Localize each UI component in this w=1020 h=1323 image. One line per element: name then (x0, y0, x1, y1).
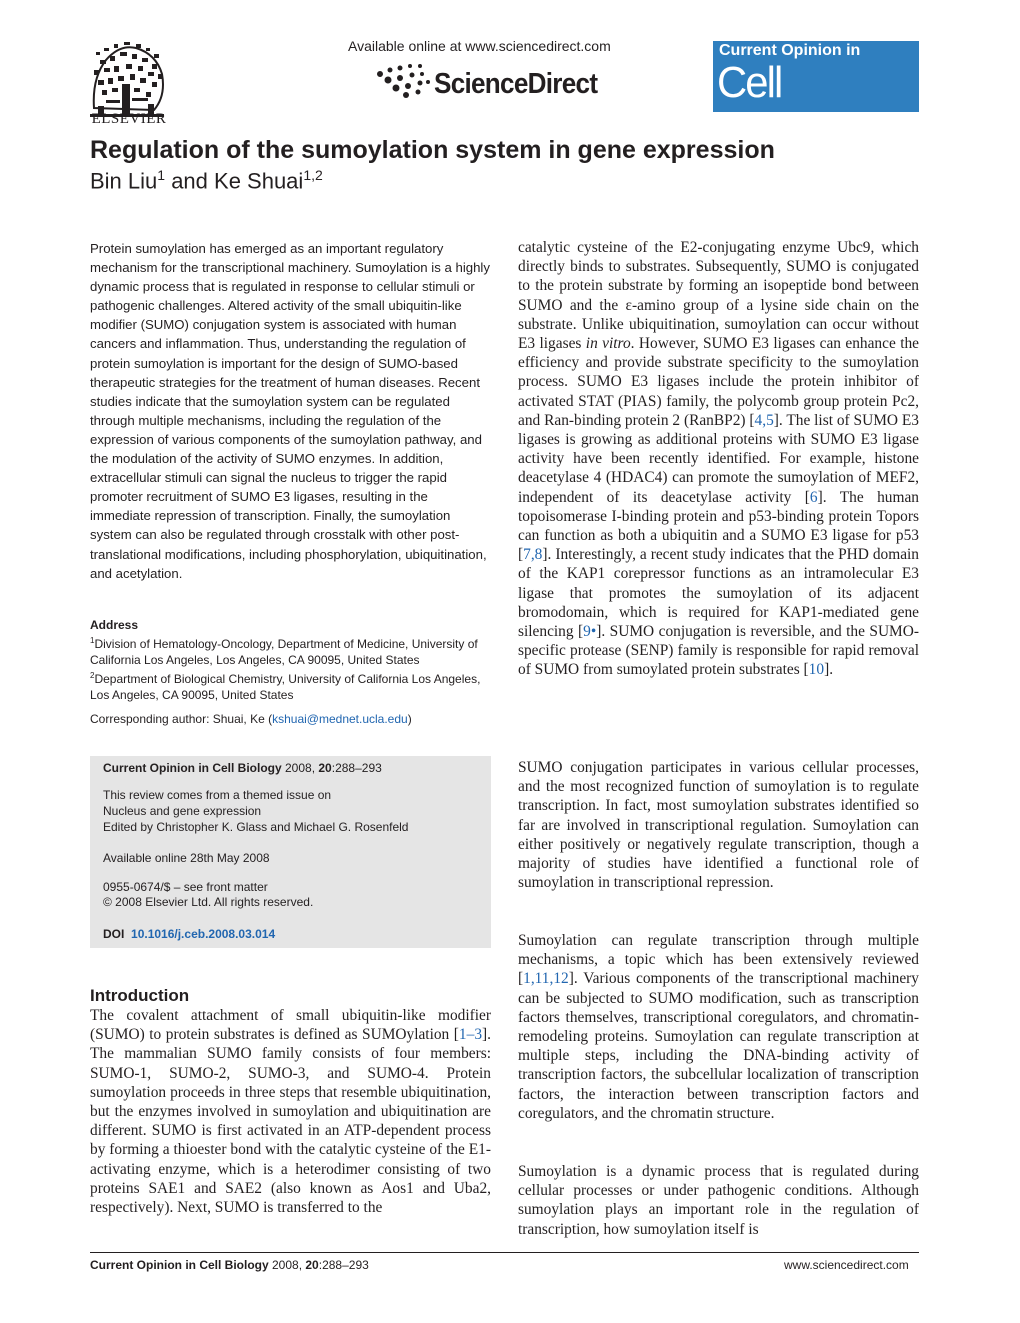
section-heading-introduction: Introduction (90, 986, 190, 1005)
reference-link[interactable]: 1–3 (458, 1026, 483, 1044)
journal-logo-box (713, 41, 919, 157)
journal-logo-line1: Current Opinion in (719, 42, 861, 59)
citation-line: Current Opinion in Cell Biology 2008, 20:288–293 (103, 761, 382, 775)
article-title: Regulation of the sumoylation system in gene expression (90, 136, 775, 164)
affiliation-marker: 1 (157, 167, 166, 183)
author-name: Bin Liu (90, 168, 158, 194)
body-paragraph: Sumoylation is a dynamic process that is regulated during cellular processes or under pathogenic conditions. Although sumoylation plays an important role in the regulation of transcription, how sumoylation itself is (518, 1163, 919, 1238)
affiliation-marker: 1,2 (303, 167, 323, 183)
available-online-date: Available online 28th May 2008 (103, 851, 270, 865)
reference-link[interactable]: 1,11,12 (523, 970, 569, 988)
copyright-line: © 2008 Elsevier Ltd. All rights reserved. (103, 895, 314, 909)
footer-url[interactable]: www.sciencedirect.com (784, 1258, 909, 1272)
reference-link[interactable]: 6 (809, 488, 818, 506)
themed-issue-topic: Nucleus and gene expression (103, 804, 262, 818)
sciencedirect-brand: ScienceDirect (434, 68, 598, 100)
author-separator: and (165, 168, 215, 194)
address-heading: Address (90, 618, 139, 632)
editors-line: Edited by Christopher K. Glass and Michael G. Rosenfeld (103, 820, 409, 834)
article-info-box (90, 756, 491, 948)
address-line: $^1$Division of Hematology-Oncology, Department of Medicine, University of California Los Angeles, Los Angeles, CA 90095, United States (90, 636, 478, 667)
body-paragraph: catalytic cysteine of the E2-conjugating enzyme Ubc9, which directly binds to substrates. Subsequently, SUMO is conjugated to the protein substrate by forming an isopeptide bond between SUMO and the ε-amino group of a lysine side chain on the substrate. Unlike ubiquitination, sumoylation can occur without E3 ligases in vitro. However, SUMO E3 ligases can enhance the efficiency and provide substrate specificity to the sumoylation process. SUMO E3 ligases include the protein inhibitor of activated STAT (PIAS) family, the polycomb group protein Pc2, and Ran-binding protein 2 (RanBP2) [4,5]. The list of SUMO E3 ligases is growing as additional proteins with SUMO E3 ligase activity have been recently identified. For example, histone deacetylase 4 (HDAC4) can promote the sumoylation of MEF2, independent of its deacetylase activity [6]. The human topoisomerase I-binding protein and p53-binding protein Topors can function as both a ubiquitin and a SUMO E3 ligase for p53 [7,8]. Interestingly, a recent study indicates that the PHD domain of the KAP1 corepressor functions as an intramolecular E3 ligase that promotes the sumoylation of its adjacent bromodomain, which is required for KAP1-mediated gene silencing [9•]. SUMO conjugation is reversible, and the SUMO-specific protease (SENP) family is responsible for rapid removal of SUMO from sumoylated protein substrates [10]. (518, 239, 919, 679)
reference-link[interactable]: 4,5 (754, 411, 774, 429)
body-paragraph: SUMO conjugation participates in various cellular processes, and the most recognized function of sumoylation is to regulate transcription. In fact, most sumoylation substrates identified so far are involved in transcriptional regulation. Sumoylation can either positively or negatively regulate transcription, though a majority of studies have identified a functional role of sumoylation in transcriptional repression. (518, 759, 919, 892)
corresponding-author: Corresponding author: Shuai, Ke (kshuai@mednet.ucla.edu) (90, 712, 412, 726)
author-list (90, 167, 323, 194)
introduction-paragraph: The covalent attachment of small ubiquitin-like modifier (SUMO) to protein substrates is defined as SUMOylation [1–3]. The mammalian SUMO family consists of four members: SUMO-1, SUMO-2, SUMO-3, and SUMO-4. Protein sumoylation proceeds in three steps that resemble ubiquitination, but the enzymes involved in sumoylation and ubiquitination are different. SUMO is first activated in an ATP-dependent process by forming a thioester bond with the catalytic cysteine of the E1-activating enzyme, which is a heterodimer consisting of two proteins SAE1 and SAE2 (also known as Aos1 and Uba2, respectively). Next, SUMO is transferred to the (90, 1007, 491, 1217)
doi-line: DOI 10.1016/j.ceb.2008.03.014 (103, 927, 276, 941)
address-line: $^2$Department of Biological Chemistry, University of California Los Angeles, Los Angeles, CA 90095, United States (90, 671, 481, 702)
journal-logo-line2: Cell Biology (717, 58, 841, 157)
affiliation-marker: 2 (90, 671, 95, 680)
publisher-name: ELSEVIER (91, 111, 167, 127)
email-link[interactable]: kshuai@mednet.ucla.edu (272, 712, 408, 726)
doi-link[interactable]: 10.1016/j.ceb.2008.03.014 (131, 927, 276, 941)
affiliation-marker: 1 (90, 636, 95, 645)
available-online-text: Available online at www.sciencedirect.com (348, 38, 611, 54)
body-paragraph: Sumoylation can regulate transcription through multiple mechanisms, a topic which has been extensively reviewed [1,11,12]. Various components of the transcriptional machinery can be subjected to SUMO modification, such as transcription factors themselves, transcriptional coregulators, and chromatin-remodeling proteins. Sumoylation can regulate transcription at multiple steps, including the DNA-binding activity of transcription factors, the subcellular localization of transcription factors, the interaction between transcription factors and coregulators, and the chromatin structure. (518, 932, 919, 1122)
author-name: Ke Shuai (214, 168, 304, 194)
address-block (90, 633, 494, 703)
issn-line: 0955-0674/$ – see front matter (103, 880, 268, 894)
themed-issue-line: This review comes from a themed issue on (103, 788, 332, 802)
footer-citation: Current Opinion in Cell Biology 2008, 20:288–293 (90, 1258, 369, 1272)
abstract-text: Protein sumoylation has emerged as an important regulatory mechanism for the transcriptional machinery. Sumoylation is a highly dynamic process that is regulated in response to cellular stimuli or pathogenic challenges. Altered activity of the small ubiquitin-like modifier (SUMO) conjugation system is associated with human cancers and inflammation. Thus, understanding the regulation of protein sumoylation is important for the design of SUMO-based therapeutic strategies for the treatment of human diseases. Recent studies indicate that the sumoylation system can be regulated through multiple mechanisms, including the regulation of the expression of various components of the sumoylation pathway, and the modulation of the activity of SUMO enzymes. In addition, extracellular stimuli can signal the nucleus to trigger the rapid promoter recruitment of SUMO E3 ligases, resulting in the immediate repression of transcription. Finally, the sumoylation system can also be regulated through crosstalk with other post-translational modifications, including phosphorylation, ubiquitination, and acetylation. (90, 241, 490, 581)
reference-link[interactable]: 7,8 (523, 546, 543, 564)
reference-link[interactable]: 9• (583, 623, 597, 641)
reference-link[interactable]: 10 (808, 661, 825, 679)
footer-divider (90, 1252, 919, 1253)
